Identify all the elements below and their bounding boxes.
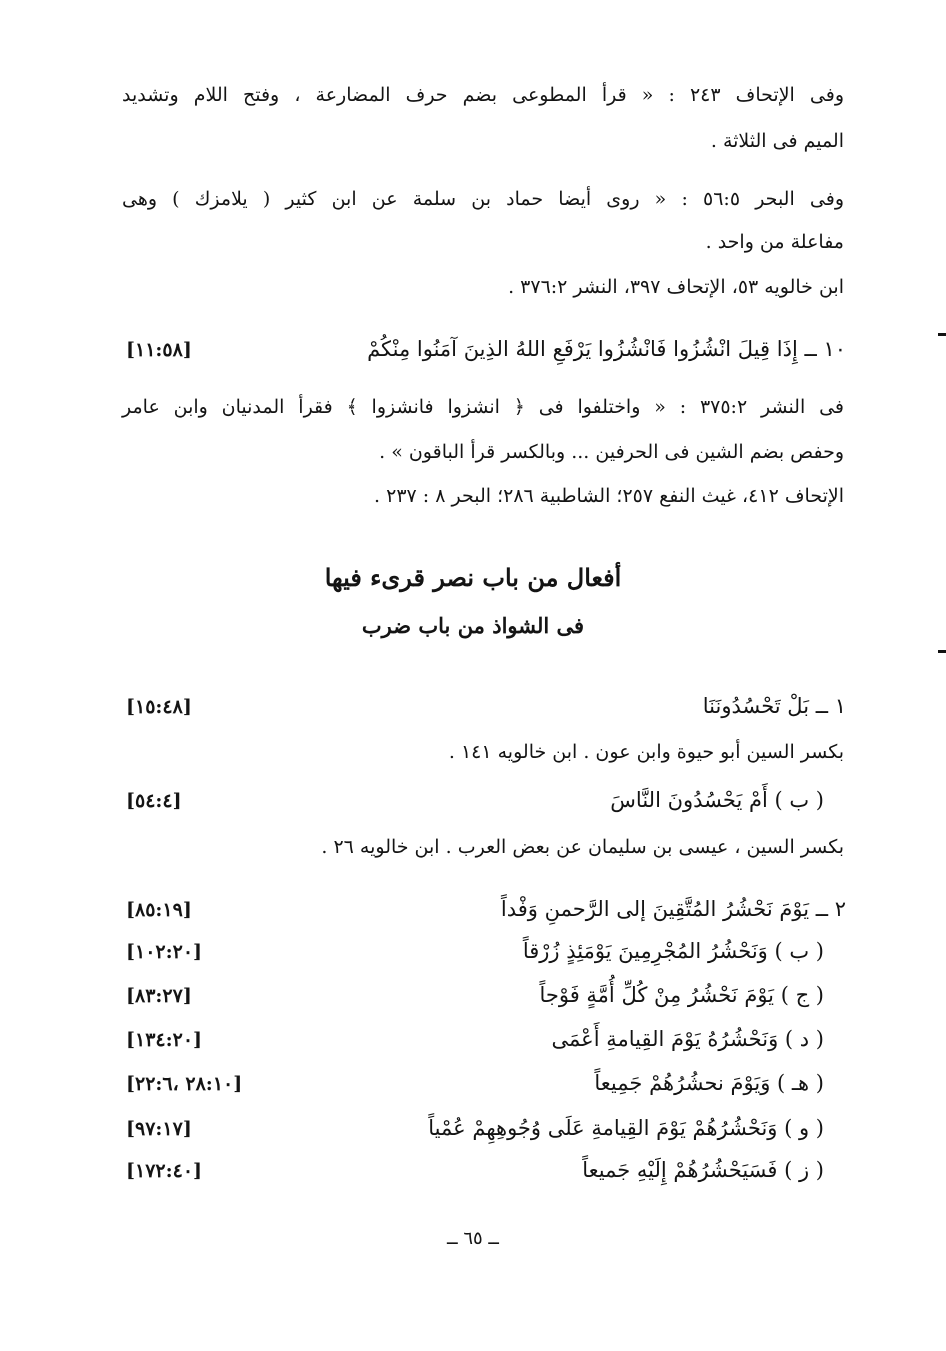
verse-reference: [١٠٢:٢٠] [126, 941, 203, 963]
verse-row [126, 1158, 846, 1190]
verse-reference: [١٧٢:٤٠] [126, 1160, 203, 1182]
citation-line: الإتحاف ٤١٢، غيث النفع ٢٥٧؛ الشاطبية ٢٨٦؛ البحر ٨ : ٢٣٧ . [374, 485, 844, 507]
verse-text: ( ج ) يَوْمَ نَحْشُرُ مِنْ كُلِّ أُمَّةٍ فَوْجاً [539, 983, 824, 1007]
verse-text: ( ب ) وَنَحْشُرُ المُجْرِمِينَ يَوْمَئِذٍ زُرْقاً [522, 939, 824, 963]
verse-text: ١٠ ــ إِذَا قِيلَ انْشُزُوا فَانْشُزُوا يَرْفَعِ اللهُ الذِينَ آمَنُوا مِنْكُمْ [367, 337, 846, 361]
text-line: الميم فى الثلاثة . [710, 130, 844, 152]
scan-edge-mark [938, 333, 946, 336]
verse-text: ١ ــ بَلْ تَحْسُدُونَنَا [702, 694, 846, 718]
verse-text: ( ب ) أَمْ يَحْسُدُونَ النَّاسَ [610, 788, 824, 812]
verse-text: ( و ) وَنَحْشُرُهُمْ يَوْمَ القِيامةِ عَلَى وُجُوهِهِمْ عُمْياً [428, 1116, 824, 1140]
verse-row [126, 694, 846, 726]
section-title: أفعال من باب نصر قرىء فيها [324, 563, 622, 592]
text-line: وفى الإتحاف ٢٤٣ : « قرأ المطوعى بضم حرف المضارعة ، وفتح اللام وتشديد [122, 84, 844, 106]
verse-row [126, 897, 846, 929]
verse-row [126, 788, 846, 820]
verse-reference: [٨٥:١٩] [126, 899, 192, 921]
text-line: مفاعلة من واحد . [705, 231, 844, 253]
verse-row [126, 1116, 846, 1148]
text-line: وفى البحر ٥٦:٥ : « روى أيضا حماد بن سلمة عن ابن كثير ( يلامزك ) وهى [122, 188, 845, 210]
page-number: ــ ٦٥ ــ [447, 1228, 499, 1249]
citation-line: ابن خالويه ٥٣، الإتحاف ٣٩٧، النشر ٣٧٦:٢ . [508, 276, 844, 298]
verse-reference: [٩٧:١٧] [126, 1118, 192, 1140]
verse-row [126, 1071, 846, 1103]
text-line: بكسر السين ، عيسى بن سليمان عن بعض العرب . ابن خالويه ٢٦ . [321, 836, 844, 858]
text-line: فى النشر ٣٧٥:٢ : « واختلفوا فى ﴿ انشزوا فانشزوا ﴾ فقرأ المدنيان وابن عامر [122, 396, 845, 418]
text-line: وحفص بضم الشين فى الحرفين ... وبالكسر قرأ الباقون » . [379, 441, 844, 463]
verse-text: ( د ) وَنَحْشُرُهُ يَوْمَ القِيامةِ أَعْمَى [551, 1027, 824, 1051]
verse-reference: [٢٨:١٠ ،٢٢:٦] [126, 1073, 243, 1095]
verse-row [126, 337, 846, 369]
verse-reference: [١١:٥٨] [126, 339, 192, 361]
verse-reference: [٥٤:٤] [126, 790, 182, 812]
verse-reference: [٨٣:٢٧] [126, 985, 192, 1007]
scan-edge-mark [938, 650, 946, 653]
section-subtitle: فى الشواذ من باب ضرب [361, 613, 585, 638]
verse-row [126, 939, 846, 971]
verse-row [126, 983, 846, 1015]
text-line: بكسر السين أبو حيوة وابن عون . ابن خالويه ١٤١ . [448, 741, 844, 763]
verse-reference: [١٣٤:٢٠] [126, 1029, 203, 1051]
verse-text: ( ز ) فَسَيَحْشُرُهُمْ إِلَيْهِ جَميعاً [582, 1158, 824, 1182]
verse-text: ٢ ــ يَوْمَ نَحْشُرُ المُتَّقِينَ إلى الرَّحمنِ وَفْداً [500, 897, 846, 921]
verse-reference: [١٥:٤٨] [126, 696, 192, 718]
verse-text: ( هـ ) وَيَوْمَ نحشُرُهُمْ جَمِيعاً [594, 1071, 824, 1095]
verse-row [126, 1027, 846, 1059]
